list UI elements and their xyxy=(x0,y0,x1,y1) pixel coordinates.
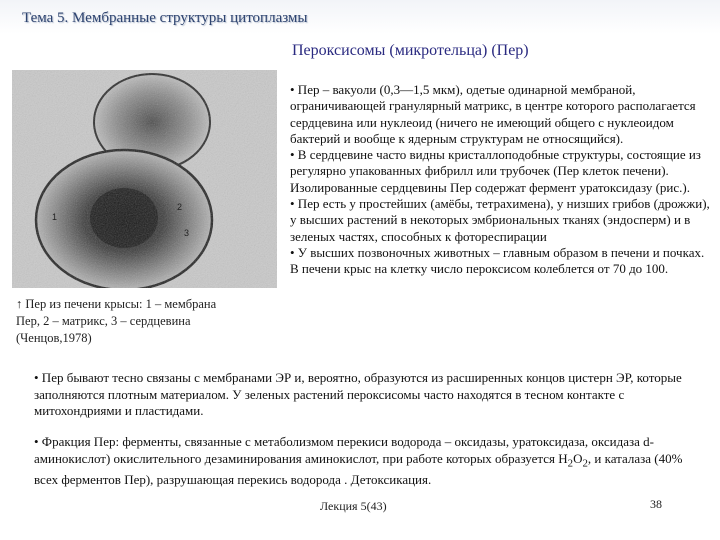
figure-label-2: 2 xyxy=(177,202,183,212)
up-arrow-icon: ↑ xyxy=(16,297,23,311)
bullet-paragraph-2: • В сердцевине часто видны кристаллоподобные структуры, состоящие из регулярно упакованных фибрилл или трубочек (Пер клеток печени). Изолированные сердцевины Пер содержат фермент уратоксидазу (рис.). xyxy=(290,147,701,195)
header-bar xyxy=(0,0,720,34)
caption-citation: (Ченцов,1978) xyxy=(16,331,92,345)
bottom-paragraph-1-text: • Пер бывают тесно связаны с мембранами ЭР и, вероятно, образуются из расширенных концов цистерн ЭР, которые заполняются плотным материалом. У зеленых растений пероксисомы часто находятся в тесном контакте с митохондриями и пластидами. xyxy=(34,370,682,418)
subscript-2b: 2 xyxy=(582,457,588,470)
enzymes-text-end: , и каталаза (40% всех ферментов Пер), разрушающая перекись водорода . Детоксикация. xyxy=(34,450,683,487)
figure-caption xyxy=(16,296,278,347)
page-number: 38 xyxy=(650,497,662,511)
bullet-paragraph-1: • Пер – вакуоли (0,3—1,5 мкм), одетые одинарной мембраной, ограничивающей гранулярный матрикс, в центре которого располагается сердцевина или нуклеоид (ничего не имеющий общего с нуклеоидом бактерий и вообще к ядерным структурам не относящийся). xyxy=(290,82,696,146)
bullet-paragraph-4: • У высших позвоночных животных – главным образом в печени и почках. В печени крыс на клетку число пероксисом колеблется от 70 до 100. xyxy=(290,244,705,277)
topic-title: Тема 5. Мембранные структуры цитоплазмы xyxy=(22,10,308,26)
caption-line-1: Пер из печени крысы: 1 – мембрана xyxy=(25,297,217,311)
caption-line-2: Пер, 2 – матрикс, 3 – сердцевина xyxy=(16,314,191,328)
figure-label-3: 3 xyxy=(184,228,190,238)
enzymes-text-o: О xyxy=(573,450,583,466)
subscript-2a: 2 xyxy=(567,457,574,470)
lecture-label: Лекция 5(43) xyxy=(320,499,387,513)
section-title: Пероксисомы (микротельца) (Пер) xyxy=(292,42,529,59)
bottom-paragraph-1 xyxy=(34,370,694,420)
peroxisome-micrograph xyxy=(12,70,277,288)
figure-label-1: 1 xyxy=(52,212,58,222)
enzymes-text-start: • Фракция Пер: ферменты, связанные с метаболизмом перекиси водорода – оксидазы, уратоксидаза, оксидаза d-аминокислот) окислительного дезаминирования аминокислот, при работе которых образуется Н xyxy=(34,434,654,466)
bottom-paragraph-2 xyxy=(34,434,694,488)
right-column-text xyxy=(290,82,712,278)
bullet-paragraph-3: • Пер есть у простейших (амёбы, тетрахимена), у низших грибов (дрожжи), у высших растений в некоторых эмбриональных тканях (эндосперм) и в зеленых частях, способных к фотореспирации xyxy=(290,196,710,244)
